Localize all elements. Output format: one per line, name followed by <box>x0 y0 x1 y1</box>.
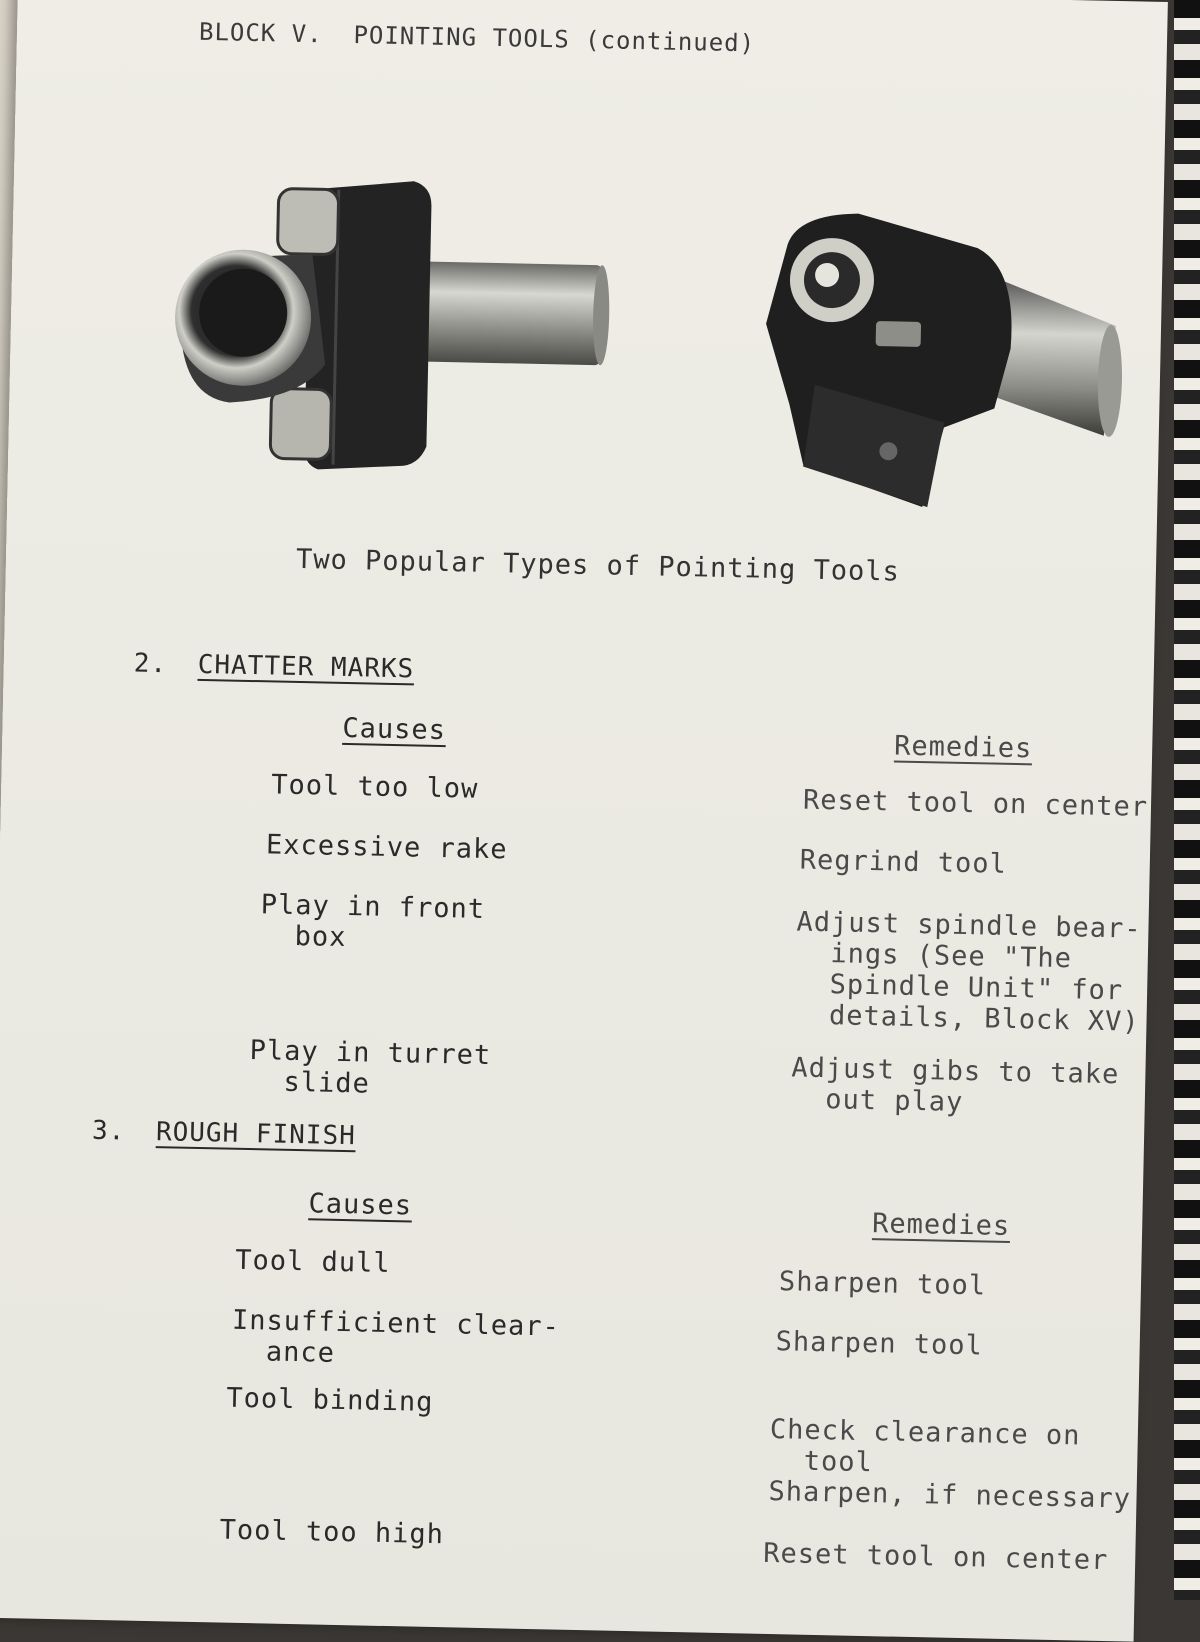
remedy-item: Sharpen tool <box>775 1326 984 1362</box>
cause-item: Insufficient clear- ance <box>231 1304 561 1369</box>
remedy-item: Regrind tool <box>799 844 1008 880</box>
remedy-item: Check clearance on tool Sharpen, if necessary <box>768 1414 1132 1515</box>
remedies-heading: Remedies <box>893 730 1033 765</box>
section-title: ROUGH FINISH <box>155 1117 357 1152</box>
causes-heading: Causes <box>342 712 447 747</box>
page-edge-binding <box>1174 0 1200 1600</box>
cause-item: Excessive rake <box>265 829 508 866</box>
section-heading-rough-finish <box>92 1116 356 1152</box>
remedy-item: Reset tool on center <box>802 784 1149 823</box>
pointing-tool-image-right <box>742 203 1128 521</box>
section-title: CHATTER MARKS <box>197 649 415 685</box>
remedies-heading: Remedies <box>871 1208 1011 1243</box>
pointing-tool-image-left <box>157 161 624 501</box>
cause-item: Tool too low <box>270 769 479 805</box>
page-header: BLOCK V. POINTING TOOLS (continued) <box>198 17 756 58</box>
section-number: 3. <box>91 1115 126 1147</box>
causes-heading: Causes <box>308 1188 413 1222</box>
cause-item: Tool binding <box>226 1382 434 1418</box>
figure-caption: Two Popular Types of Pointing Tools <box>295 543 901 588</box>
remedy-item: Reset tool on center <box>762 1537 1109 1577</box>
cause-item: Tool too high <box>219 1514 445 1551</box>
remedy-item: Sharpen tool <box>778 1266 987 1302</box>
remedy-item: Adjust spindle bear- ings (See "The Spindle Unit" for details, Block XV) <box>794 906 1142 1038</box>
section-number: 2. <box>133 648 168 680</box>
cause-item: Play in turret slide <box>248 1035 492 1100</box>
section-heading-chatter-marks <box>133 649 414 685</box>
remedy-item: Adjust gibs to take out play <box>790 1052 1120 1118</box>
cause-item: Play in front box <box>259 889 486 954</box>
cause-item: Tool dull <box>234 1244 391 1280</box>
